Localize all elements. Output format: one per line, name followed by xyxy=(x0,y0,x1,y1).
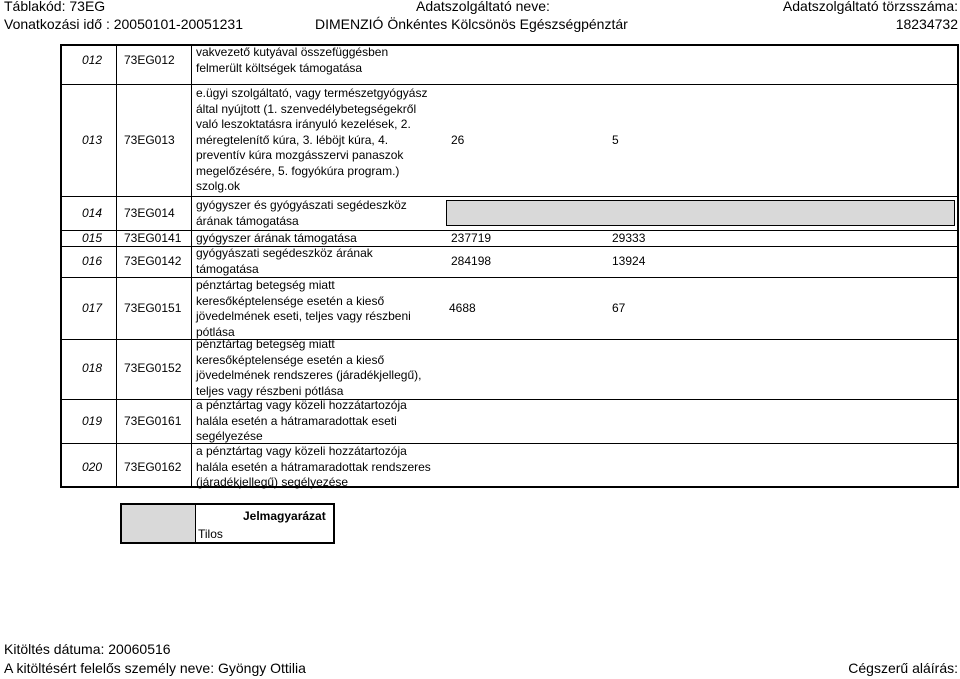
row-value-1: 26 xyxy=(451,133,465,147)
row-code: 73EG0141 xyxy=(124,231,182,245)
row-value-1: 237719 xyxy=(451,231,492,245)
table-row xyxy=(62,277,957,339)
row-description: a pénztártag vagy közeli hozzátartozója halála esetén a hátramaradottak eseti segélyezése xyxy=(196,398,407,443)
row-code: 73EG0151 xyxy=(124,301,182,315)
provider-id: 18234732 xyxy=(895,16,958,32)
responsible-person: A kitöltésért felelős személy neve: Gyöngy Ottilia xyxy=(4,660,306,676)
row-value-1: 4688 xyxy=(449,301,476,315)
reference-period: Vonatkozási idő : 20050101-20051231 xyxy=(4,16,243,32)
row-number: 014 xyxy=(82,206,103,220)
row-description: a pénztártag vagy közeli hozzátartozója halála esetén a hátramaradottak rendszeres (járadékjellegű) segélyezése xyxy=(196,444,431,489)
table-row xyxy=(62,443,957,489)
row-code: 73EG0142 xyxy=(124,254,182,268)
row-number: 020 xyxy=(82,460,103,474)
row-description: gyógyszer árának támogatása xyxy=(196,231,357,245)
data-table xyxy=(60,44,959,488)
row-number: 016 xyxy=(82,254,103,268)
row-value-1: 284198 xyxy=(451,254,492,268)
fill-date: Kitöltés dátuma: 20060516 xyxy=(4,641,171,657)
row-description: gyógyászati segédeszköz árának támogatása xyxy=(196,246,373,276)
forbidden-cell xyxy=(446,200,955,226)
row-value-2: 5 xyxy=(612,133,619,147)
row-number: 015 xyxy=(82,231,103,245)
table-row xyxy=(62,246,957,277)
table-row xyxy=(62,339,957,399)
row-description: vakvezető kutyával összefüggésben felmerült költségek támogatása xyxy=(196,45,389,75)
legend-item-label: Tilos xyxy=(198,527,223,541)
row-number: 018 xyxy=(82,361,103,375)
row-code: 73EG0161 xyxy=(124,414,182,428)
legend-swatch-forbidden xyxy=(122,505,196,542)
row-value-2: 67 xyxy=(612,301,626,315)
row-code: 73EG0162 xyxy=(124,460,182,474)
row-description: gyógyszer és gyógyászati segédeszköz árának támogatása xyxy=(196,198,407,228)
row-value-2: 13924 xyxy=(612,254,646,268)
row-code: 73EG014 xyxy=(124,206,175,220)
table-row xyxy=(62,196,957,230)
signature-label: Cégszerű aláírás: xyxy=(848,660,958,676)
row-number: 017 xyxy=(82,301,103,315)
legend xyxy=(120,503,335,544)
row-code: 73EG0152 xyxy=(124,361,182,375)
row-number: 013 xyxy=(82,133,103,147)
row-code: 73EG012 xyxy=(124,53,175,67)
provider-name-label: Adatszolgáltató neve: xyxy=(416,0,550,14)
row-description: pénztártag betegség miatt keresőképtelensége esetén a kieső jövedelmének eseti, teljes vagy részbeni pótlása xyxy=(196,278,411,339)
table-row xyxy=(62,230,957,246)
legend-title: Jelmagyarázat xyxy=(243,509,326,523)
provider-name: DIMENZIÓ Önkéntes Kölcsönös Egészségpénztár xyxy=(315,16,628,32)
row-code: 73EG013 xyxy=(124,133,175,147)
table-row xyxy=(62,399,957,443)
row-number: 019 xyxy=(82,414,103,428)
row-number: 012 xyxy=(82,53,103,67)
table-row xyxy=(62,46,957,84)
table-code: Táblakód: 73EG xyxy=(4,0,106,14)
row-description: pénztártag betegség miatt keresőképtelensége esetén a kieső jövedelmének rendszeres (járadékjellegű), teljes vagy részbeni pótlása xyxy=(196,337,422,398)
provider-id-label: Adatszolgáltató törzsszáma: xyxy=(782,0,958,14)
row-value-2: 29333 xyxy=(612,231,646,245)
table-row xyxy=(62,84,957,196)
row-description: e.ügyi szolgáltató, vagy természetgyógyász által nyújtott (1. szenvedélybetegségekről való leszoktatásra irányuló kezelések, 2. méregtelenítő kúra, 3. léböjt kúra, 4. preventív kúra mozgásszervi panaszok megelőzésére, 5. fogyókúra program.) szolg.ok xyxy=(196,86,428,193)
